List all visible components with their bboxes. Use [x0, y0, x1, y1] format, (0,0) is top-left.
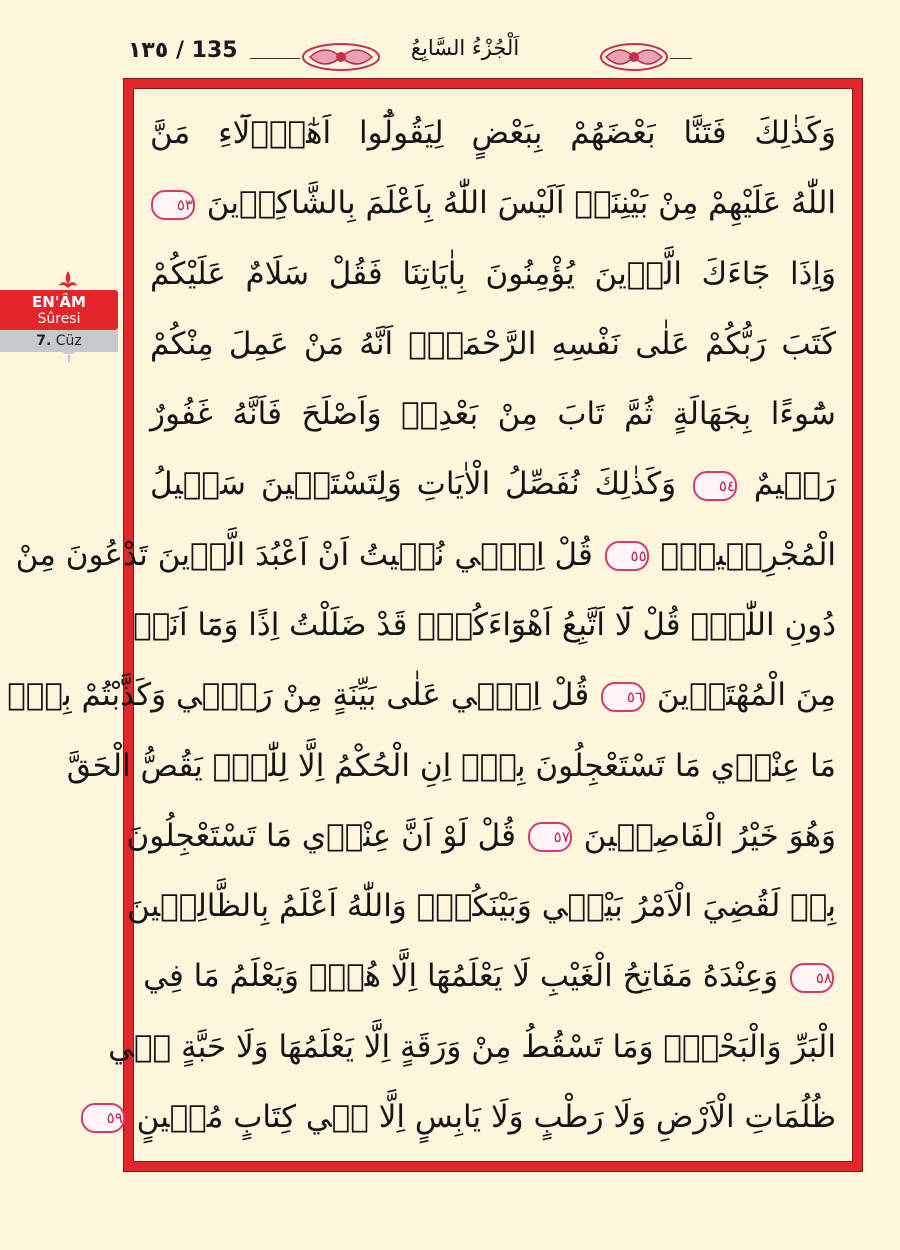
ayah-number-marker: ٥٨ [790, 963, 834, 993]
verse-line [150, 454, 836, 514]
verse-line [150, 103, 836, 163]
ayah-number-marker: ٥٥ [605, 541, 649, 571]
verse-text: وَكَذٰلِكَ فَتَنَّا بَعْضَهُمْ بِبَعْضٍ لِيَقُولُٓوا اَهٰٓؤُ۬لَٓاءِ مَنَّ [150, 115, 836, 151]
verse-line [7, 665, 836, 725]
juz-number: 7. [36, 333, 52, 349]
verse-text: قُلْ اِنّ۪ي عَلٰى بَيِّنَةٍ مِنْ رَبّ۪ي وَكَذَّبْتُمْ بِه۪ۜ [7, 677, 590, 714]
verse-line [108, 1017, 836, 1077]
verse-line [150, 244, 836, 304]
ayah-number-marker: ٥٣ [151, 190, 195, 220]
verse-text: قُلْ لَوْ اَنَّ عِنْد۪ي مَا تَسْتَعْجِلُونَ [126, 817, 516, 854]
verse-text: وَكَذٰلِكَ نُفَصِّلُ الْاٰيَاتِ وَلِتَسْتَب۪ينَ سَب۪يلُ [150, 466, 677, 503]
verse-text: دُونِ اللّٰهِۜ قُلْ لَٓا اَتَّبِعُ اَهْوَٓاءَكُمْۙ قَدْ ضَلَلْتُ اِذًا وَمَٓا اَنَا۬ [133, 606, 836, 643]
verse-text: مَا عِنْد۪ي مَا تَسْتَعْجِلُونَ بِه۪ۜ اِنِ الْحُكْمُ اِلَّا لِلّٰهِۜ يَقُصُّ الْحَقَّ [66, 747, 836, 784]
verse-line [133, 595, 836, 655]
juz-box [0, 330, 118, 352]
surah-name-box [0, 290, 118, 330]
verse-text: قُلْ اِنّ۪ي نُه۪يتُ اَنْ اَعْبُدَ الَّذ۪ينَ تَدْعُونَ مِنْ [15, 536, 593, 573]
header-rule-left [250, 58, 300, 59]
floral-ornament-right-icon [598, 40, 670, 74]
header-rule-right [670, 58, 692, 59]
verse-text: وَاِذَا جَٓاءَكَ الَّذ۪ينَ يُؤْمِنُونَ بِاٰيَاتِنَا فَقُلْ سَلَامٌ عَلَيْكُمْ [150, 255, 836, 292]
floral-ornament-left-icon [300, 40, 382, 74]
fleur-de-lis-icon [58, 270, 78, 292]
verse-text-lead: مِنَ الْمُهْتَد۪ينَ [656, 677, 836, 714]
verse-line [15, 525, 836, 585]
ayah-number-marker: ٥٩ [81, 1103, 125, 1133]
verse-line [66, 736, 836, 796]
verse-line [143, 946, 836, 1006]
fleur-de-lis-small-icon [62, 348, 76, 364]
ayah-number-marker: ٥٧ [528, 822, 572, 852]
juz-label: Cüz [55, 333, 82, 349]
surah-name: EN'ÂM [32, 293, 86, 311]
surah-label: Sûresi [37, 311, 81, 327]
ayah-number-marker: ٥٦ [601, 682, 645, 712]
verse-text: بِه۪ لَقُضِيَ الْاَمْرُ بَيْن۪ي وَبَيْنَكُمْۜ وَاللّٰهُ اَعْلَمُ بِالظَّالِم۪ينَ [127, 888, 836, 925]
page-header [0, 0, 900, 80]
verse-text-lead: وَهُوَ خَيْرُ الْفَاصِل۪ينَ [583, 817, 836, 854]
surah-side-tab[interactable] [0, 270, 120, 370]
page-number: ١٣٥ / 135 [128, 38, 238, 63]
verse-line [106, 1087, 836, 1147]
verse-line [150, 314, 836, 374]
ayah-number-marker: ٥٤ [693, 471, 737, 501]
verse-text: الْبَرِّ وَالْبَحْرِۜ وَمَا تَسْقُطُ مِنْ وَرَقَةٍ اِلَّا يَعْلَمُهَا وَلَا حَبَّةٍ ف۪ي [108, 1028, 836, 1065]
verse-line [126, 806, 836, 866]
verse-text: وَعِنْدَهُ مَفَاتِحُ الْغَيْبِ لَا يَعْلَمُهَٓا اِلَّا هُوَۜ وَيَعْلَمُ مَا فِي [143, 958, 779, 995]
verse-text: اللّٰهُ عَلَيْهِمْ مِنْ بَيْنِنَاۜ اَلَيْسَ اللّٰهُ بِاَعْلَمَ بِالشَّاكِر۪ينَ [206, 185, 836, 222]
verse-line [150, 173, 836, 233]
verse-text-lead: الْمُجْرِم۪ينَ۟ [660, 536, 836, 573]
verse-text: ظُلُمَاتِ الْاَرْضِ وَلَا رَطْبٍ وَلَا يَابِسٍ اِلَّا ف۪ي كِتَابٍ مُب۪ينٍ [136, 1098, 836, 1135]
verse-text: سُٓوءًا بِجَهَالَةٍ ثُمَّ تَابَ مِنْ بَعْدِه۪ وَاَصْلَحَ فَاَنَّهُ غَفُورٌ [150, 396, 836, 433]
verse-text: كَتَبَ رَبُّكُمْ عَلٰى نَفْسِهِ الرَّحْمَةَۙ اَنَّهُ مَنْ عَمِلَ مِنْكُمْ [150, 325, 836, 362]
verse-line [150, 384, 836, 444]
verse-text-lead: رَح۪يمٌ [753, 466, 836, 503]
juz-title: اَلْجُزْءُ السَّابِعُ [410, 36, 520, 60]
verse-line [127, 876, 836, 936]
